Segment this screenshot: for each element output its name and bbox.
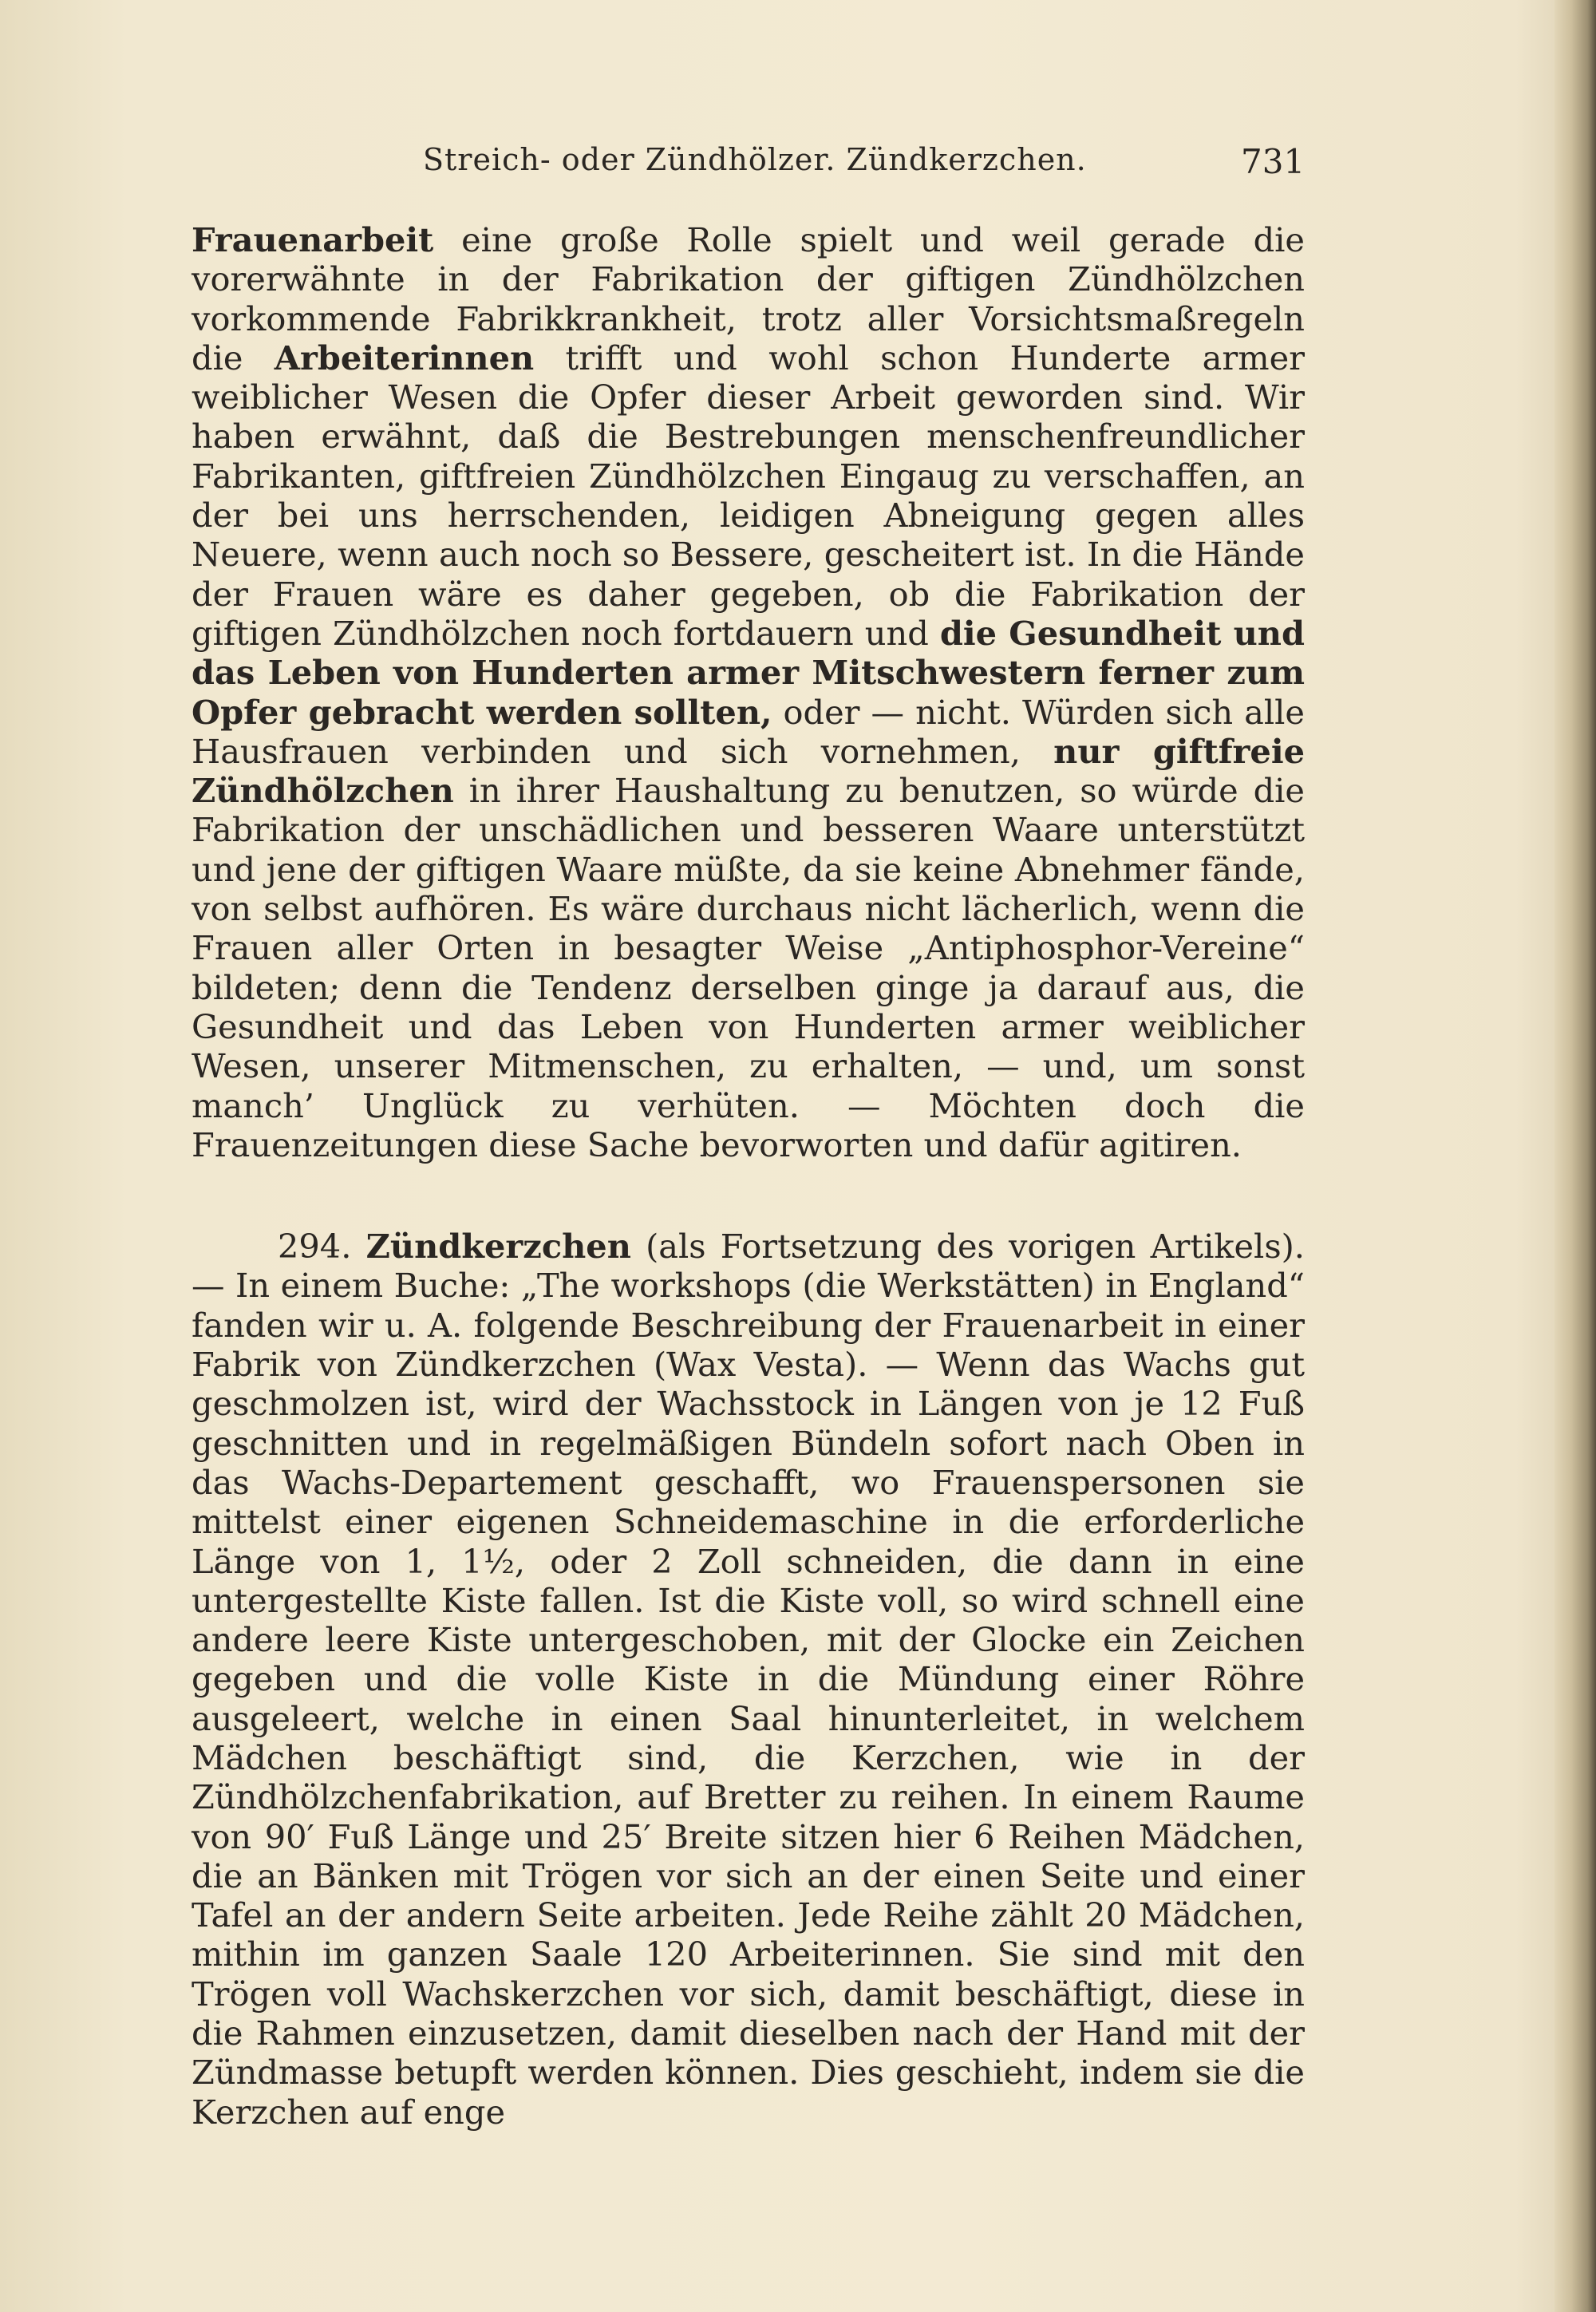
text-segment: (als Fortsetzung des vorigen Artikels). — In einem Buche: „The workshops (die Werkstätten) in England“ fanden wir u. A. folgende Beschreibung der Frauenarbeit in einer Fabrik von Zündkerzchen (Wax Vesta). — Wenn das Wachs gut geschmolzen ist, wird der Wachsstock in Längen von je 12 Fuß geschnitten und in regelmäßigen Bündeln sofort nach Oben in das Wachs-Departement geschafft, wo Frauenspersonen sie mittelst einer eigenen Schneidemaschine in die erforderliche Länge von 1, 1½, oder 2 Zoll schneiden, die dann in eine untergestellte Kiste fallen. Ist die Kiste voll, so wird schnell eine andere leere Kiste untergeschoben, mit der Glocke ein Zeichen gegeben und die volle Kiste in die Mündung einer Röhre ausgeleert, welche in einen Saal hinunterleitet, in welchem Mädchen beschäftigt sind, die Kerzchen, wie in der Zündhölzchenfabrikation, auf Bretter zu reihen. In einem Raume von 90′ Fuß Länge und 25′ Breite sitzen hier 6 Reihen Mädchen, die an Bänken mit Trögen vor sich an der einen Seite und einer Tafel an der andern Seite arbeiten. Jede Reihe zählt 20 Mädchen, mithin im ganzen Saale 120 Arbeiterinnen. Sie sind mit den Trögen voll Wachskerzchen vor sich, damit beschäftigt, diese in die Rahmen einzusetzen, damit dieselben nach der Hand mit der Zündmasse betupft werden können. Dies geschieht, indem sie die Kerzchen auf enge [192,1227,1306,2132]
page-edge-shadow [1555,0,1596,2312]
body-text [192,220,1305,2132]
emphasis-arbeiterinnen: Arbeiterinnen [274,338,535,377]
page-number: 731 [1241,142,1306,181]
text-segment: eine große Rolle spielt und weil gerade die vorerwähnte in der Fabrikation der giftigen Zündhölzchen vorkommende Fabrikkrankheit, trotz aller Vorsichtsmaßregeln die [192,220,1305,377]
article-number: 294. [278,1227,352,1267]
article-title: Zündkerzchen [365,1227,631,1267]
text-segment: trifft und wohl schon Hunderte armer weiblicher Wesen die Opfer dieser Arbeit geworden sind. Wir haben erwähnt, daß die Bestrebungen menschenfreundlicher Fabrikanten, giftfreien Zündhölzchen Eingaug zu verschaffen, an der bei uns herrschenden, leidigen Abneigung gegen alles Neuere, wenn auch noch so Bessere, gescheitert ist. In die Hände der Frauen wäre es daher gegeben, ob die Fabrikation der giftigen Zündhölzchen noch fortdauern und [192,338,1305,653]
text-segment: oder — nicht. Würden sich alle Hausfrauen verbinden und sich vornehmen, [192,692,1305,771]
running-header: Streich- oder Zündhölzer. Zündkerzchen. [423,142,1087,177]
paragraph-2 [192,1227,1305,2132]
text-segment: in ihrer Haushaltung zu benutzen, so würde die Fabrikation der unschädlichen und besseren Waare unterstützt und jene der giftigen Waare müßte, da sie keine Abnehmer fände, von selbst aufhören. Es wäre durchaus nicht lächerlich, wenn die Frauen aller Orten in besagter Weise „Antiphosphor-Vereine“ bildeten; denn die Tendenz derselben ginge ja darauf aus, die Gesundheit und das Leben von Hunderten armer weiblicher Wesen, unserer Mitmenschen, zu erhalten, — und, um sonst manch’ Unglück zu verhüten. — Möchten doch die Frauenzeitungen diese Sache bevorworten und dafür agitiren. [192,771,1305,1164]
emphasis-gesundheit: die Gesundheit und das Leben von Hunderten armer Mitschwestern ferner zum Opfer gebracht werden sollten, [192,613,1306,732]
emphasis-giftfreie: nur giftfreie Zündhölzchen [192,731,1305,811]
paragraph-1 [192,220,1305,1164]
emphasis-frauenarbeit: Frauenarbeit [192,220,434,259]
